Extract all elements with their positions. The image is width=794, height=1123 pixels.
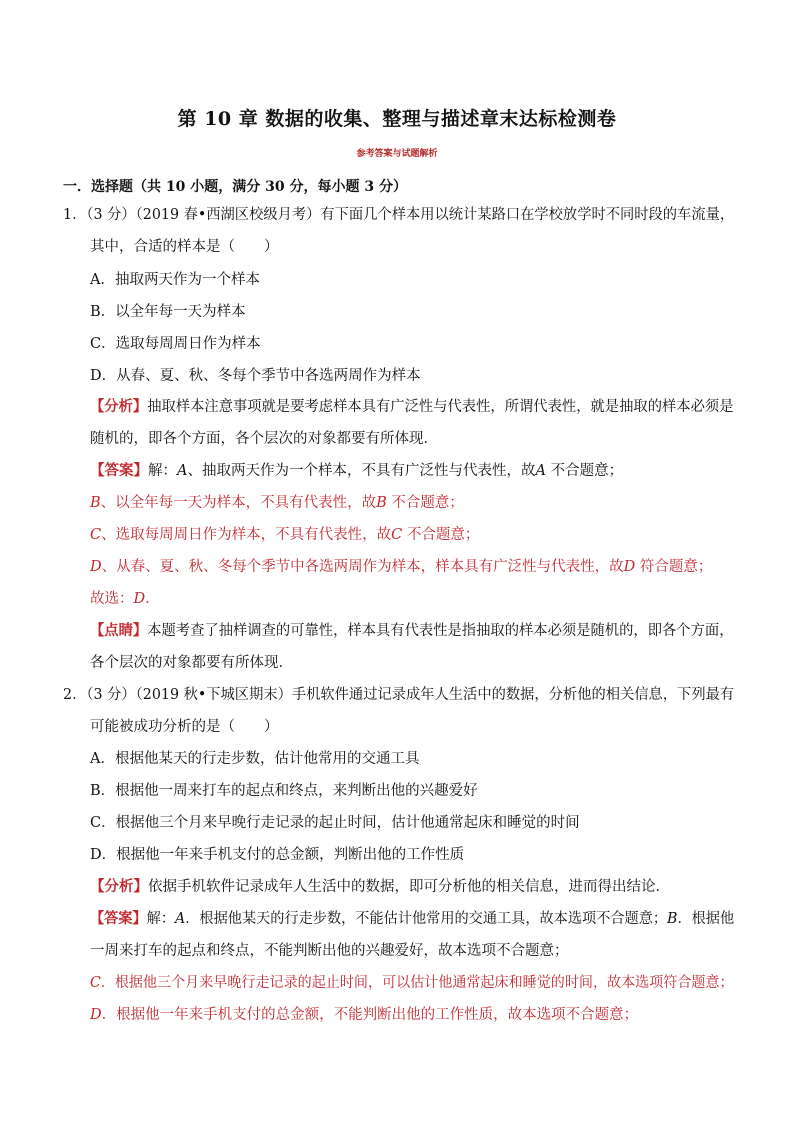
q2-analysis-line1 (90, 877, 670, 897)
q1-answer-line1 (90, 461, 623, 481)
q2-option-b: B．根据他一周来打车的起点和终点，来判断出他的兴趣爱好 (90, 783, 478, 799)
answer-tag: 【答案】 (90, 462, 148, 479)
answer-text: 符合题意； (635, 559, 713, 575)
q1-answer-line-c (90, 525, 479, 545)
var: A (175, 911, 186, 927)
q1-stem-line1: 1．（3 分）（2019 春•西湖区校级月考）有下面几个样本用以统计某路口在学校放学时不同时段的车流量， (63, 207, 735, 223)
q1-option-d: D．从春、夏、秋、冬每个季节中各选两周作为样本 (90, 368, 421, 384)
var: A (177, 463, 188, 479)
q1-analysis-line1 (90, 397, 734, 417)
var: D (133, 591, 146, 607)
var: C (90, 975, 101, 991)
answer-text: 不合题意； (386, 495, 464, 511)
q2-answer-line-c (90, 973, 734, 993)
answer-text: ．根据他某天的行走步数，不能估计他常用的交通工具，故本选项不合题意； (185, 911, 668, 927)
q2-option-c: C．根据他三个月来早晚行走记录的起止时间，估计他通常起床和睡觉的时间 (90, 815, 580, 831)
var: B (90, 495, 101, 511)
q2-answer-line2: 一周来打车的起点和终点，不能判断出他的兴趣爱好，故本选项不合题意； (90, 943, 569, 959)
answer-prefix: 解： (146, 911, 176, 927)
answer-text: 不合题意； (545, 463, 624, 479)
q2-stem-line1: 2．（3 分）（2019 秋•下城区期末）手机软件通过记录成年人生活中的数据，分析他的相关信息，下列最有 (63, 687, 735, 703)
q1-choose-line (90, 589, 160, 609)
var: D (90, 1007, 102, 1023)
analysis-text: 依据手机软件记录成年人生活中的数据，即可分析他的相关信息，进而得出结论． (148, 879, 670, 895)
answer-text: ．根据他 (677, 911, 735, 927)
section-heading: 一．选择题（共 10 小题，满分 30 分，每小题 3 分） (63, 179, 407, 195)
comment-tag: 【点睛】 (90, 622, 148, 639)
analysis-text: 抽取样本注意事项就是要考虑样本具有广泛性与代表性，所谓代表性，就是抽取的样本必须是 (147, 399, 734, 415)
var: D (90, 559, 102, 575)
q2-stem-line2: 可能被成功分析的是（ ） (90, 719, 279, 735)
var: B (376, 495, 387, 511)
q1-option-c: C．选取每周周日作为样本 (90, 336, 261, 352)
q1-comment-line1 (90, 621, 734, 641)
q1-option-b: B．以全年每一天为样本 (90, 304, 246, 320)
q2-answer-line-d (90, 1005, 638, 1025)
analysis-tag: 【分析】 (90, 398, 148, 415)
choose-label: 故选： (90, 591, 134, 607)
answer-text: 、从春、夏、秋、冬每个季节中各选两周作为样本，样本具有广泛性与代表性，故 (101, 559, 624, 575)
page-subtitle: 参考答案与试题解析 (356, 149, 438, 159)
q2-answer-line1 (90, 909, 734, 929)
choose-end: ． (145, 591, 160, 607)
comment-text: 本题考查了抽样调查的可靠性，样本具有代表性是指抽取的样本必须是随机的，即各个方面， (147, 623, 734, 639)
q1-option-a: A．抽取两天作为一个样本 (90, 272, 260, 288)
q2-option-a: A．根据他某天的行走步数，估计他常用的交通工具 (90, 751, 420, 767)
var: D (623, 559, 636, 575)
var: C (391, 527, 403, 543)
q1-analysis-line2: 随机的，即各个方面，各个层次的对象都要有所体现． (90, 431, 438, 447)
answer-text: 不合题意； (402, 527, 480, 543)
answer-text: 、以全年每一天为样本，不具有代表性，故 (100, 495, 377, 511)
answer-prefix: 解： (148, 463, 177, 479)
answer-tag: 【答案】 (90, 910, 147, 927)
q1-comment-line2: 各个层次的对象都要有所体现． (90, 655, 293, 671)
answer-text: 、选取每周周日作为样本，不具有代表性，故 (101, 527, 392, 543)
answer-text: ．根据他一年来手机支付的总金额，不能判断出他的工作性质，故本选项不合题意； (101, 1007, 639, 1023)
page-title: 第 10 章 数据的收集、整理与描述章末达标检测卷 (177, 108, 617, 130)
q1-answer-line-b (90, 493, 464, 513)
q1-stem-line2: 其中，合适的样本是（ ） (90, 239, 279, 255)
var: B (667, 911, 678, 927)
analysis-tag: 【分析】 (90, 878, 148, 895)
answer-text: ．根据他三个月来早晚行走记录的起止时间，可以估计他通常起床和睡觉的时间，故本选项符合题意； (100, 975, 734, 991)
var: C (90, 527, 102, 543)
q1-answer-line-d (90, 557, 712, 577)
var: A (535, 463, 546, 479)
answer-text: 、抽取两天作为一个样本，不具有广泛性与代表性，故 (187, 463, 536, 479)
q2-option-d: D．根据他一年来手机支付的总金额，判断出他的工作性质 (90, 847, 465, 863)
